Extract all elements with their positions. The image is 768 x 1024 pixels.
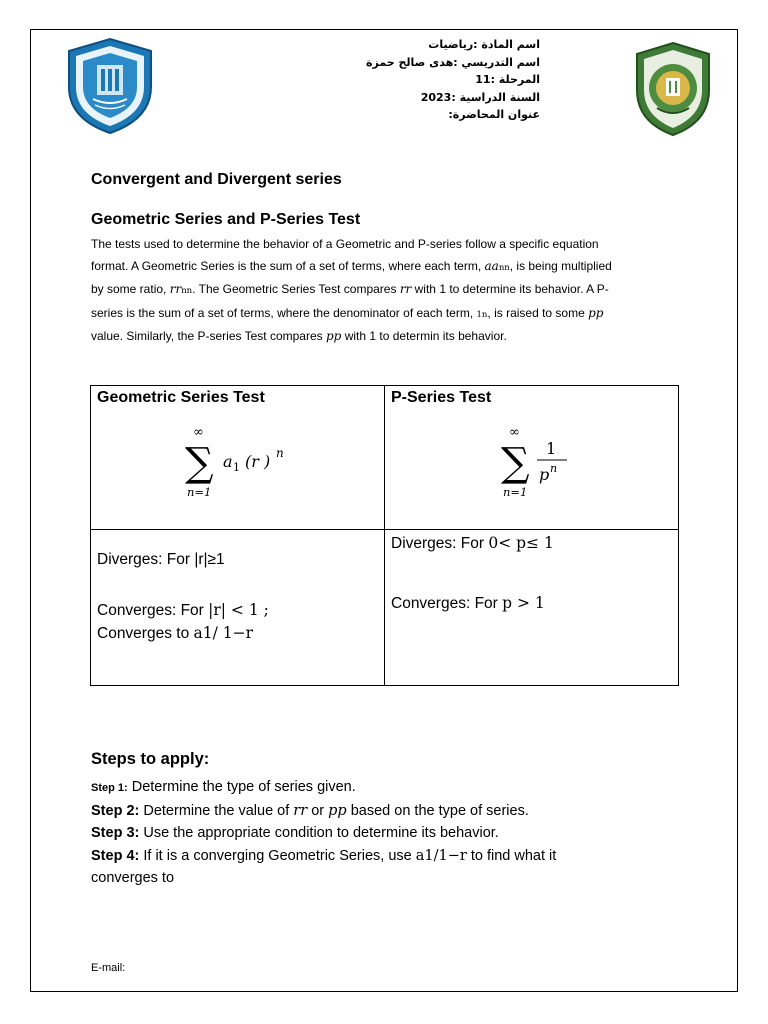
sigma-symbol: ∑	[501, 440, 530, 486]
intro-text: , is being multiplied	[509, 258, 612, 273]
email-label: E-mail:	[91, 962, 126, 974]
geometric-formula	[181, 422, 311, 502]
sum-lower-limit: n=1	[503, 485, 528, 499]
sum-upper-limit: ∞	[509, 425, 520, 440]
intro-text: series is the sum of a set of terms, where the denominator of each term,	[91, 305, 474, 320]
step-label: Step 2:	[91, 802, 140, 819]
step-1	[91, 776, 651, 800]
math-sub: nn	[498, 262, 510, 273]
fraction-denominator-base: p	[539, 465, 550, 484]
term-a-subscript: 1	[233, 461, 240, 474]
steps-list	[91, 776, 651, 890]
intro-paragraph	[91, 234, 681, 348]
math-sub: 1n	[476, 309, 488, 320]
condition-label: Diverges: For	[391, 535, 489, 552]
condition-label: Converges: For	[97, 602, 209, 619]
converges-to-value: a1/ 1−r	[193, 624, 254, 642]
condition-value: p > 1	[502, 594, 545, 612]
step-label: Step 1:	[91, 782, 128, 794]
math-var: rr	[293, 802, 308, 819]
pseries-conditions-cell	[385, 530, 679, 686]
term-exponent: n	[276, 446, 284, 460]
step-text: Use the appropriate condition to determine its behavior.	[139, 825, 499, 841]
steps-title: Steps to apply:	[91, 750, 210, 768]
condition-value: |r| < 1 ;	[208, 601, 269, 619]
intro-text: format. A Geometric Series is the sum of a set of terms, where each term,	[91, 258, 482, 273]
pseries-formula	[497, 422, 597, 502]
math-var: rr	[169, 282, 182, 296]
intro-text: with 1 to determin its behavior.	[344, 329, 507, 343]
step-text: or	[307, 802, 329, 819]
intro-text: The tests used to determine the behavior of a Geometric and P-series follow a specific equation	[91, 237, 599, 251]
math-var: rr	[399, 282, 412, 296]
intro-line-3	[91, 279, 681, 303]
condition-label: Converges to	[97, 625, 194, 642]
pseries-diverges	[391, 532, 554, 555]
intro-text: by some ratio,	[91, 282, 167, 296]
geometric-conditions-cell	[91, 530, 385, 686]
step-text: Determine the type of series given.	[127, 779, 356, 795]
math-var: pp	[328, 802, 347, 819]
intro-line-2	[91, 256, 681, 280]
fraction-denominator-exponent: n	[550, 462, 558, 475]
university-logo-left	[59, 35, 161, 137]
pseries-header-cell	[385, 386, 679, 530]
sigma-symbol: ∑	[185, 440, 214, 486]
step-text: to find what it	[466, 847, 557, 864]
math-var: pp	[588, 305, 604, 320]
pseries-heading: P-Series Test	[391, 389, 492, 406]
subject-line: اسم المادة :رياضيات	[428, 38, 540, 51]
geometric-converges	[97, 599, 269, 645]
term-a: a	[223, 452, 233, 471]
geometric-header-cell	[91, 386, 385, 530]
section-title: Geometric Series and P-Series Test	[91, 211, 361, 228]
geometric-diverges: Diverges: For |r|≥1	[97, 551, 225, 568]
academic-year-line: السنة الدراسية :2023	[420, 90, 540, 104]
step-text: Determine the value of	[139, 802, 294, 819]
step-text: If it is a converging Geometric Series, use	[139, 847, 416, 864]
page-title: Convergent and Divergent series	[91, 171, 342, 188]
step-label: Step 4:	[91, 847, 140, 864]
step-text: converges to	[91, 870, 175, 886]
lecture-header	[300, 36, 540, 124]
stage-line: المرحلة :11	[475, 73, 540, 86]
sum-upper-limit: ∞	[193, 425, 204, 440]
intro-line-4	[91, 303, 681, 327]
math-var: aa	[484, 258, 499, 273]
university-logo-right	[633, 40, 713, 138]
math-sub: nn	[181, 286, 193, 296]
intro-line-1	[91, 234, 681, 256]
intro-text: with 1 to determine its behavior. A P-	[414, 282, 609, 296]
geometric-heading: Geometric Series Test	[97, 389, 265, 406]
sum-lower-limit: n=1	[187, 485, 212, 499]
term-ratio: (r )	[245, 452, 271, 471]
intro-text: . The Geometric Series Test compares	[192, 282, 397, 296]
condition-label: Converges: For	[391, 595, 503, 612]
intro-line-5	[91, 326, 681, 348]
step-text: based on the type of series.	[346, 802, 529, 819]
step-4	[91, 845, 651, 890]
lecture-title-line: عنوان المحاضرة:	[448, 108, 540, 121]
step-3	[91, 822, 651, 845]
math-var: pp	[325, 329, 342, 343]
series-test-table	[90, 385, 679, 686]
fraction-numerator: 1	[546, 439, 557, 458]
intro-text: , is raised to some	[487, 305, 585, 320]
pseries-converges	[391, 592, 545, 615]
step-label: Step 3:	[91, 825, 140, 841]
instructor-line: اسم التدريسي :هدى صالح حمزة	[366, 55, 540, 69]
intro-text: value. Similarly, the P-series Test compares	[91, 329, 323, 343]
step-2	[91, 800, 651, 823]
math-formula: a1/1−r	[415, 847, 467, 864]
condition-value: 0< p≤ 1	[488, 534, 554, 552]
